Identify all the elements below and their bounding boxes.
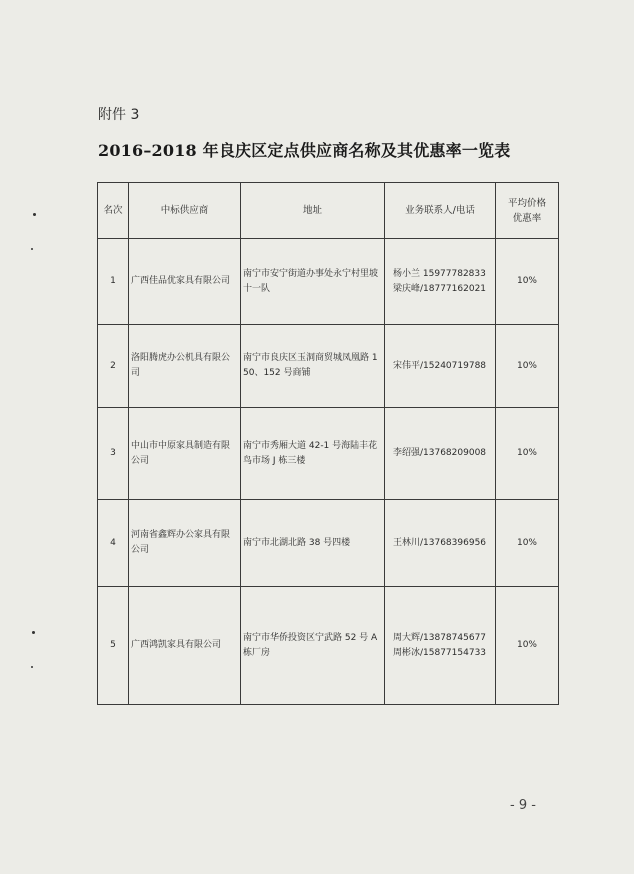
discount-cell: 10% bbox=[496, 587, 559, 705]
supplier-cell: 广西佳品优家具有限公司 bbox=[129, 239, 241, 325]
scan-mark bbox=[32, 631, 35, 634]
supplier-cell: 洛阳腾虎办公机具有限公司 bbox=[129, 325, 241, 408]
header-address: 地址 bbox=[241, 183, 385, 239]
address-cell: 南宁市北湖北路 38 号四楼 bbox=[241, 500, 385, 587]
address-cell: 南宁市秀厢大道 42-1 号海陆丰花鸟市场 J 栋三楼 bbox=[241, 408, 385, 500]
scan-mark bbox=[31, 248, 33, 250]
supplier-cell: 中山市中原家具制造有限公司 bbox=[129, 408, 241, 500]
contact-line: 周大辉/13878745677 bbox=[393, 632, 487, 643]
contact-line: 宋伟平/15240719788 bbox=[393, 360, 487, 371]
contact-line: 杨小兰 15977782833 bbox=[393, 268, 486, 279]
address-cell: 南宁市安宁街道办事处永宁村里坡十一队 bbox=[241, 239, 385, 325]
contact-line: 梁庆峰/18777162021 bbox=[393, 283, 487, 294]
contact-line: 王林川/13768396956 bbox=[393, 537, 487, 548]
discount-cell: 10% bbox=[496, 408, 559, 500]
address-cell: 南宁市良庆区玉洞商贸城凤凰路 150、152 号商铺 bbox=[241, 325, 385, 408]
contact-line: 周彬冰/15877154733 bbox=[393, 647, 487, 658]
rank-cell: 3 bbox=[98, 408, 129, 500]
scan-mark bbox=[33, 213, 36, 216]
header-discount bbox=[496, 183, 559, 239]
supplier-table bbox=[97, 182, 559, 705]
annex-label: 附件 3 bbox=[98, 107, 140, 123]
discount-cell: 10% bbox=[496, 239, 559, 325]
table-row bbox=[98, 500, 559, 587]
contact-line: 李绍强/13768209008 bbox=[393, 448, 487, 458]
discount-cell: 10% bbox=[496, 500, 559, 587]
supplier-cell: 广西鸿凯家具有限公司 bbox=[129, 587, 241, 705]
header-contact: 业务联系人/电话 bbox=[385, 183, 496, 239]
rank-cell: 4 bbox=[98, 500, 129, 587]
rank-cell: 2 bbox=[98, 325, 129, 408]
header-discount-line2: 优惠率 bbox=[512, 212, 542, 224]
table-row bbox=[98, 325, 559, 408]
header-discount-line1: 平均价格 bbox=[507, 197, 546, 209]
address-cell: 南宁市华侨投资区宁武路 52 号 A 栋厂房 bbox=[241, 587, 385, 705]
rank-cell: 5 bbox=[98, 587, 129, 705]
contact-cell bbox=[385, 500, 496, 587]
rank-cell: 1 bbox=[98, 239, 129, 325]
discount-cell: 10% bbox=[496, 325, 559, 408]
scan-mark bbox=[31, 666, 33, 668]
supplier-cell: 河南省鑫辉办公家具有限公司 bbox=[129, 500, 241, 587]
contact-cell bbox=[385, 239, 496, 325]
table-row bbox=[98, 408, 559, 500]
page-number: - 9 - bbox=[510, 798, 536, 813]
contact-cell bbox=[385, 408, 496, 500]
header-supplier: 中标供应商 bbox=[129, 183, 241, 239]
table-row bbox=[98, 239, 559, 325]
contact-cell bbox=[385, 325, 496, 408]
document-title: 2016–2018 年良庆区定点供应商名称及其优惠率一览表 bbox=[98, 141, 511, 160]
header-rank: 名次 bbox=[98, 183, 129, 239]
table-row bbox=[98, 587, 559, 705]
table-header-row bbox=[98, 183, 559, 239]
contact-cell bbox=[385, 587, 496, 705]
